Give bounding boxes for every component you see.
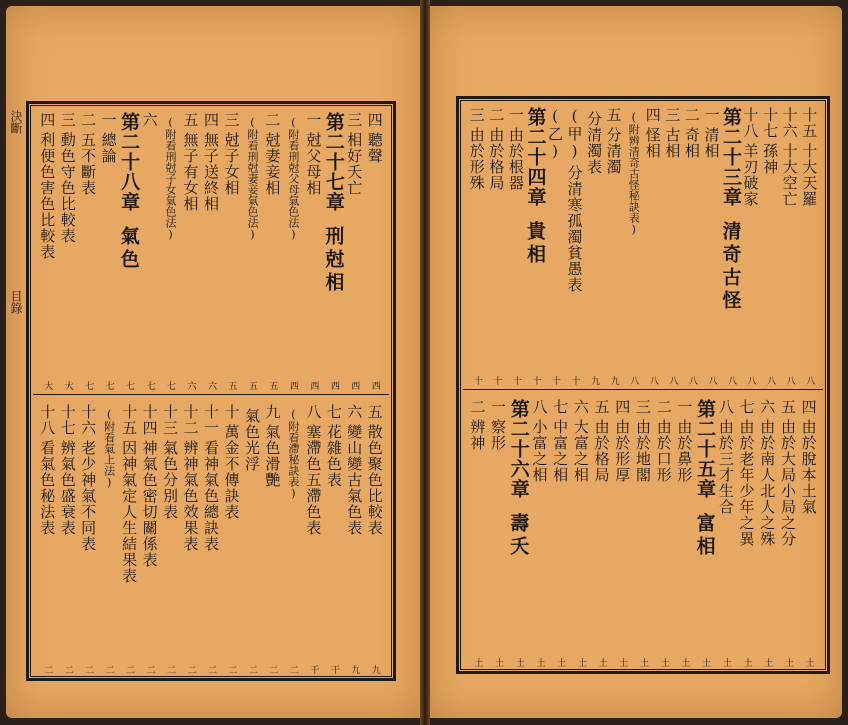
page-number: 土 [762,658,773,667]
entry-note: (附看刑尅父母氣色法) [286,116,300,241]
entry-number: 一 [489,399,508,415]
toc-entry [622,107,644,383]
toc-entry [118,404,140,672]
entry-text: 看神氣色總訣表 [202,440,220,552]
entry-text: 由於形厚 [613,419,632,483]
toc-entry [756,399,778,665]
entry-number: 一 [506,107,525,123]
toc-entry [302,112,324,388]
entry-number: 八 [530,399,549,415]
entry-text: 分清濁表 [585,111,604,175]
chapter-title: 貴相 [523,221,546,267]
page-number: 土 [638,658,648,667]
entry-text: 散色聚色比較表 [365,424,384,536]
toc-entry [611,399,633,665]
entry-number: 二 [682,107,701,123]
page-number: 土 [741,658,752,667]
entry-number: 四 [799,399,818,415]
entry-number: 十四 [140,404,159,436]
toc-entry [220,112,242,388]
page-number: 土 [513,658,524,667]
entry-number: 六 [345,404,364,420]
page-number: 八 [765,376,776,385]
page-number: 十 [530,376,541,385]
toc-entry [282,404,304,672]
entry-number: 十一 [202,404,220,436]
entry-number: 四 [643,107,662,123]
toc-entry [323,404,345,672]
toc-entry [681,107,703,383]
page-number: 六 [185,381,196,390]
page-number: 土 [679,658,690,667]
entry-number: 七 [737,399,756,415]
entry-text: 由於地閣 [634,419,652,483]
page-number: 七 [124,381,135,390]
entry-text: 十大天羅 [800,143,819,207]
toc-entry [261,112,283,388]
page-number: 二 [103,665,114,674]
page-number: 八 [628,376,639,385]
entry-text: 清相 [702,127,721,159]
toc-entry [364,112,386,388]
page-number: 二 [165,665,176,674]
toc-entry [700,107,722,383]
entry-text: 孫神 [761,143,780,175]
page-number: 八 [804,376,815,385]
page-number: 七 [165,381,176,390]
entry-number: 二 [468,399,487,415]
entry-text: 由於形殊 [467,127,486,191]
chapter-heading: 第二十四章 [524,107,547,207]
toc-entry [139,404,161,672]
page-number: 八 [726,376,736,385]
entry-text: 分清寒孤濁貧愚表 [565,165,584,293]
toc-entry [241,404,263,672]
page-number: 土 [658,658,669,667]
page-number: 西 [287,381,298,390]
toc-entry [736,399,758,665]
page-number: 土 [700,658,711,667]
entry-text: 五不斷表 [79,132,98,196]
entry-text: 利便色害色比較表 [38,132,57,260]
entry-number: 三 [222,112,241,128]
toc-entry [694,399,716,665]
entry-number: 四 [365,112,384,128]
entry-note: (附看刑尅子女氣色法) [164,116,178,241]
page-number: 十 [550,376,560,385]
page-number: 七 [83,381,94,390]
toc-entry [36,404,58,672]
toc-entry [642,107,664,383]
entry-number: 五 [778,399,797,415]
toc-entry [564,107,586,383]
entry-text: 由於南人北人之殊 [758,419,777,547]
entry-text: 由於脫本土氣 [799,419,818,515]
toc-entry [549,399,571,665]
page-number: 七 [144,381,155,390]
entry-number: 一 [304,112,323,128]
right-bottom-columns [459,391,827,671]
entry-text: 辨氣色盛衰表 [58,440,77,536]
page-number: 十 [471,376,482,385]
page-number: 土 [555,658,566,667]
page-number: 九 [608,376,619,385]
toc-entry [673,399,695,665]
entry-text: 辨神 [468,419,487,451]
toc-entry [632,399,654,665]
entry-number: 十 [222,404,241,420]
toc-entry [200,404,222,672]
page-number: 二 [62,665,73,674]
chapter-heading: 第二十六章 [507,399,530,499]
entry-number: 二 [263,112,282,128]
chapter-title: 壽夭 [507,513,530,559]
entry-number: 五 [604,107,623,123]
entry-number: 一 [702,107,721,123]
entry-text: 塞滯色五滯色表 [304,424,323,536]
entry-number: 十三 [161,404,180,436]
page-number: 土 [493,658,504,667]
left-toc-frame [26,101,396,681]
toc-entry [159,404,181,672]
entry-note: (附辨清奇古怪秘訣表) [627,111,641,236]
entry-text: 尅妻妾相 [263,132,282,196]
entry-number: 十七 [58,404,77,436]
page-number: 干 [308,665,319,674]
page-number: 土 [782,658,793,667]
entry-text: 怪相 [643,127,662,159]
toc-entry [180,112,202,388]
page-number: 土 [617,658,628,667]
entry-number: 四 [38,112,57,128]
page-number: 土 [803,658,814,667]
page-number: 八 [667,376,678,385]
toc-entry [466,107,488,383]
toc-entry [570,399,592,665]
toc-entry [343,404,365,672]
entry-text: 看氣色秘法表 [38,440,57,536]
chapter-title: 刑尅相 [322,226,345,295]
page-number: 七 [103,381,114,390]
entry-text: 神氣色密切關係表 [140,440,159,568]
toc-entry [603,107,625,383]
page-number: 二 [206,665,216,674]
chapter-heading: 第二十八章 [118,112,141,212]
page-number: 西 [308,381,319,390]
toc-entry [57,112,79,388]
chapter-title: 氣色 [117,226,140,272]
entry-number: 十八 [741,107,760,139]
page-number: 干 [328,665,339,674]
toc-entry [302,404,324,672]
page-number: 大 [62,381,73,390]
entry-number: 三 [58,112,77,128]
entry-text: 由於鼻形 [675,419,694,483]
entry-note: (附看滯秘訣表) [286,408,300,500]
entry-number: 六 [571,399,590,415]
toc-entry [241,112,263,388]
toc-entry [77,404,99,672]
entry-text: 大富之相 [571,419,590,483]
toc-entry [777,399,799,665]
entry-note: (附看氣上法) [102,408,116,489]
entry-number: 五 [181,112,200,128]
entry-text: 由於大局小局之分 [778,419,797,547]
chapter-heading: 第二十七章 [322,112,345,212]
page-number: 十 [569,376,580,385]
entry-text: 氣色分別表 [161,440,180,520]
toc-entry [505,107,527,383]
page-number: 土 [575,658,586,667]
entry-number: 十二 [181,404,200,436]
entry-text: 氣色光浮 [242,408,261,472]
page-number: 二 [42,665,53,674]
entry-number: 五 [592,399,611,415]
entry-number: 三 [467,107,486,123]
entry-text: 老少神氣不同表 [79,440,98,552]
toc-entry [323,112,345,388]
toc-entry [591,399,613,665]
page-number: 二 [185,665,196,674]
toc-entry [508,399,530,665]
entry-text: 羊刃破家 [741,143,760,207]
toc-entry [98,404,120,672]
toc-entry [36,112,58,388]
entry-number: 七 [551,399,570,415]
entry-text: 無子送終相 [202,132,220,212]
entry-number: 十八 [38,404,57,436]
toc-entry [798,399,820,665]
entry-text: 無子有女相 [181,132,200,212]
entry-number: 六 [140,112,159,128]
entry-number: (甲) [565,107,584,161]
right-top-columns [459,99,827,389]
entry-text: 聽聲 [365,132,384,164]
entry-number: 五 [365,404,384,420]
entry-text: 由於格局 [487,127,506,191]
book-gutter [420,0,430,725]
entry-text: 由於格局 [592,419,611,483]
toc-entry [118,112,140,388]
toc-entry [798,107,820,383]
page-number: 五 [246,381,257,390]
entry-text: 花雜色表 [324,424,343,488]
toc-entry [159,112,181,388]
entry-text: 因神氣定人生結果表 [120,440,139,584]
page-number: 大 [42,381,53,390]
page-number: 二 [287,665,298,674]
page-number: 六 [206,381,216,390]
entry-text: 由於口形 [654,419,673,483]
toc-entry [720,107,742,383]
left-bottom-columns [29,396,393,678]
entry-text: 尅父母相 [304,132,323,196]
entry-number: (乙) [546,107,564,161]
entry-number: 九 [263,404,282,420]
toc-entry [282,112,304,388]
page-number: 土 [534,658,545,667]
entry-text: 由於老年少年之異 [737,419,756,547]
entry-number: 二 [654,399,673,415]
entry-text: 由於三才生合 [716,419,735,515]
divider [463,389,823,390]
page-number: 西 [349,381,360,390]
entry-number: 一 [675,399,694,415]
entry-number: 二 [79,112,98,128]
entry-number: 三 [634,399,652,415]
entry-text: 奇相 [682,127,701,159]
toc-entry [261,404,283,672]
entry-text: 古相 [663,127,682,159]
page-number: 五 [267,381,278,390]
page-number: 二 [226,665,237,674]
left-top-columns [29,104,393,394]
toc-entry [661,107,683,383]
entry-number: 四 [613,399,632,415]
page-number: 九 [369,665,380,674]
toc-entry [98,112,120,388]
entry-number: 十六 [79,404,98,436]
entry-number: 十七 [761,107,780,139]
page-number: 九 [589,376,600,385]
page-number: 二 [144,665,155,674]
entry-text: 萬金不傳訣表 [222,424,241,520]
entry-number: 四 [202,112,220,128]
toc-entry [180,404,202,672]
page-number: 二 [246,665,257,674]
entry-number: 七 [324,404,343,420]
page-number: 九 [349,665,360,674]
toc-entry [759,107,781,383]
page-number: 八 [647,376,658,385]
page-number: 二 [83,665,94,674]
entry-number: 三 [663,107,682,123]
entry-text: 由於根器 [506,127,525,191]
page-number: 八 [745,376,756,385]
page-number: 五 [226,381,237,390]
entry-text: 察形 [489,419,508,451]
entry-text: 分清濁 [604,127,623,175]
section-label: 目錄 [9,290,23,314]
left-margin-title: 決斷 [9,110,23,134]
chapter-heading: 第二十三章 [720,107,742,207]
toc-entry [485,107,507,383]
divider [33,394,389,395]
page-number: 土 [720,658,731,667]
entry-number: 三 [345,112,364,128]
toc-entry [200,112,222,388]
page-number: 土 [596,658,607,667]
toc-entry [77,112,99,388]
entry-text: 相好夭亡 [345,132,364,196]
entry-text: 尅子女相 [222,132,241,196]
chapter-title: 富相 [693,513,716,559]
toc-entry [487,399,509,665]
toc-entry [524,107,546,383]
entry-number: 八 [304,404,323,420]
page-number: 八 [686,376,697,385]
entry-number: 一 [99,112,118,128]
page-number: 十 [491,376,502,385]
entry-text: 辨神氣色效果表 [181,440,200,552]
toc-entry [779,107,801,383]
entry-number: 十五 [120,404,139,436]
entry-text: 總論 [99,132,118,164]
toc-entry [57,404,79,672]
entry-number: 八 [716,399,735,415]
entry-note: (附看刑尅妻妾氣色法) [245,116,259,241]
page-number: 二 [124,665,135,674]
page-number: 八 [706,376,717,385]
toc-entry [653,399,675,665]
entry-text: 中富之相 [551,419,570,483]
page-number: 西 [328,381,339,390]
page-number: 十 [510,376,521,385]
page-number: 二 [267,665,278,674]
toc-entry [466,399,488,665]
entry-number: 二 [487,107,506,123]
chapter-heading: 第二十五章 [694,399,717,499]
page-number: 西 [369,381,380,390]
toc-entry [220,404,242,672]
entry-number: 十六 [780,107,799,139]
toc-entry [583,107,605,383]
right-toc-frame [456,96,830,674]
entry-text: 變山變古氣色表 [345,424,364,536]
entry-text: 小富之相 [530,419,549,483]
entry-text: 十大空亡 [780,143,799,207]
entry-number: 六 [758,399,777,415]
page-number: 土 [472,658,483,667]
entry-text: 動色守色比較表 [58,132,77,244]
entry-text: 氣色滑艷 [263,424,282,488]
page-number: 八 [784,376,795,385]
chapter-title: 清奇古怪 [719,221,742,313]
toc-entry [364,404,386,672]
entry-number: 十五 [800,107,819,139]
